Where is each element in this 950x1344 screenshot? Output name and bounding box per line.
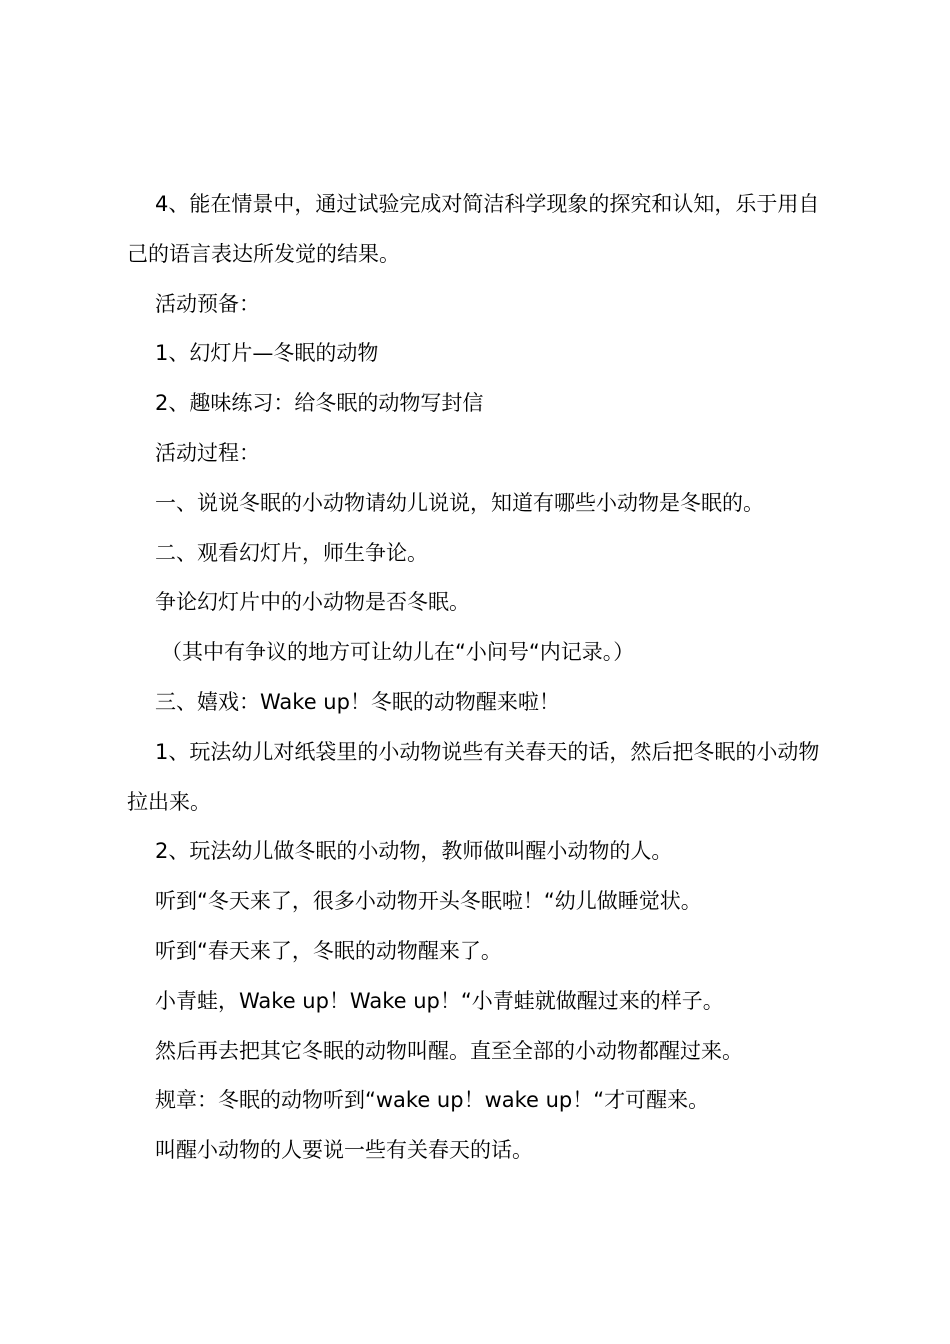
- prep-item-1: 1、幻灯片—冬眠的动物: [155, 341, 379, 366]
- game-regulation: 规章：冬眠的动物听到“wake up！wake up！“才可醒来。: [155, 1088, 710, 1113]
- game-regulation-2: 叫醒小动物的人要说一些有关春天的话。: [155, 1138, 533, 1163]
- process-step-1: 一、说说冬眠的小动物请幼儿说说，知道有哪些小动物是冬眠的。: [155, 490, 764, 515]
- prep-item-2: 2、趣味练习：给冬眠的动物写封信: [155, 391, 484, 416]
- process-step-2-note: （其中有争议的地方可让幼儿在“小问号“内记录。）: [161, 640, 635, 665]
- heading-activity-process: 活动过程：: [155, 440, 260, 465]
- process-step-2-detail: 争论幻灯片中的小动物是否冬眠。: [155, 590, 470, 615]
- document-body: [127, 180, 837, 1176]
- game-line-2: 听到“春天来了，冬眠的动物醒来了。: [155, 938, 502, 963]
- game-line-1: 听到“冬天来了，很多小动物开头冬眠啦！“幼儿做睡觉状。: [155, 889, 702, 914]
- paragraph-goal-4: 4、能在情景中，通过试验完成对简洁科学现象的探究和认知，乐于用自己的语言表达所发觉的结果。: [127, 192, 820, 266]
- game-rule-2: 2、玩法幼儿做冬眠的小动物，教师做叫醒小动物的人。: [155, 839, 673, 864]
- heading-activity-preparation: 活动预备：: [155, 291, 260, 316]
- process-step-3: 三、嬉戏：Wake up！冬眠的动物醒来啦！: [155, 689, 560, 714]
- game-line-4: 然后再去把其它冬眠的动物叫醒。直至全部的小动物都醒过来。: [155, 1038, 743, 1063]
- game-line-3: 小青蛙，Wake up！Wake up！“小青蛙就做醒过来的样子。: [155, 988, 724, 1013]
- game-rule-1: 1、玩法幼儿对纸袋里的小动物说些有关春天的话，然后把冬眠的小动物拉出来。: [127, 739, 820, 814]
- process-step-2: 二、观看幻灯片，师生争论。: [155, 540, 428, 565]
